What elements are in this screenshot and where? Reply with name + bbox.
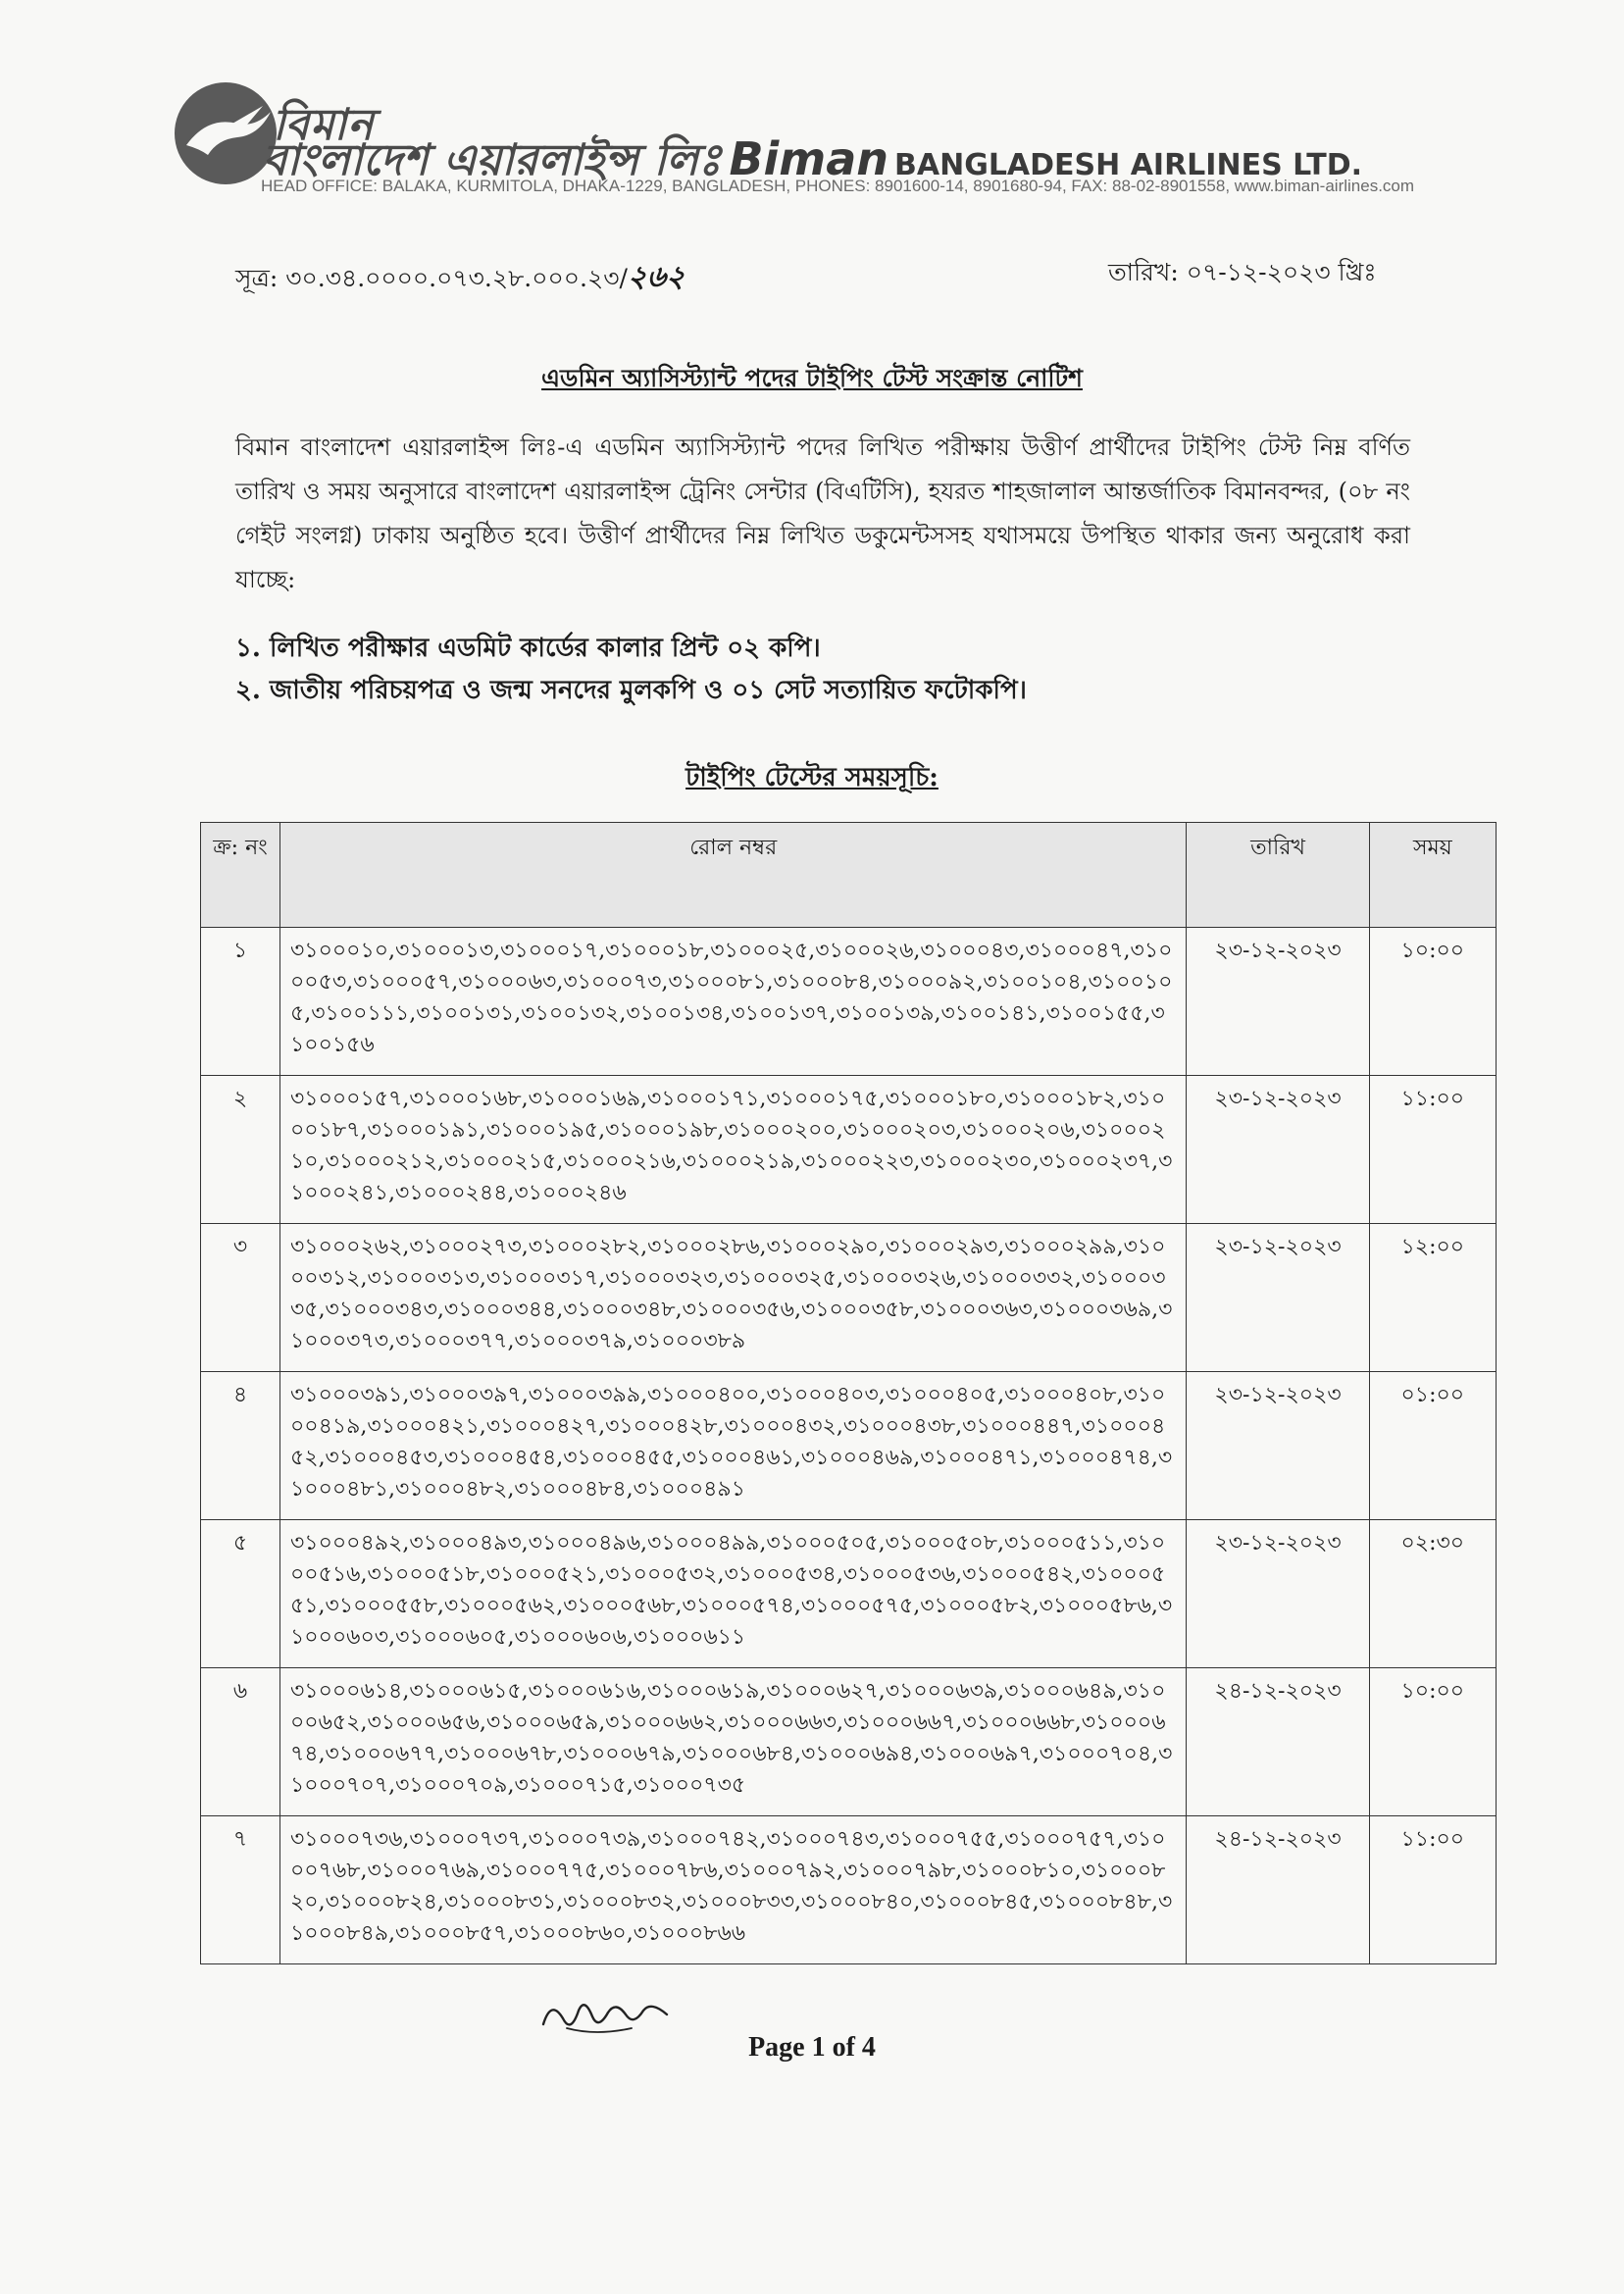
- requirement-item: ১. লিখিত পরীক্ষার এডমিট কার্ডের কালার প্রিন্ট ০২ কপি।: [235, 634, 821, 663]
- table-row: [201, 1520, 1497, 1668]
- head-office-address: HEAD OFFICE: BALAKA, KURMITOLA, DHAKA-1229, BANGLADESH, PHONES: 8901600-14, 8901680-94, FAX: 88-02-8901558, www.biman-airlines.com: [261, 177, 1415, 195]
- requirement-item: ২. জাতীয় পরিচয়পত্র ও জন্ম সনদের মুলকপি ও ০১ সেট সত্যায়িত ফটোকপি।: [235, 676, 1027, 705]
- row-rolls: ৩১০০০৩৯১,​৩১০০০৩৯৭,​৩১০০০৩৯৯,​৩১০০০৪০০,​৩১০০০৪০৩,​৩১০০০৪০৫,​৩১০০০৪০৮,​৩১০০০৪১৯,​৩১০০০৪২১,​৩১০০০৪২৭,​৩১০০০৪২৮,​৩১০০০৪৩২,​৩১০০০৪৩৮,​৩১০০০৪৪৭,​৩১০০০৪৫২,​৩১০০০৪৫৩,​৩১০০০৪৫৪,​৩১০০০৪৫৫,​৩১০০০৪৬১,​৩১০০০৪৬৯,​৩১০০০৪৭১,​৩১০০০৪৭৪,​৩১০০০৪৮১,​৩১০০০৪৮২,​৩১০০০৪৮৪,​৩১০০০৪৯১: [279, 1372, 1186, 1520]
- table-row: [201, 1372, 1497, 1520]
- row-rolls: ৩১০০০১০,​৩১০০০১৩,​৩১০০০১৭,​৩১০০০১৮,​৩১০০০২৫,​৩১০০০২৬,​৩১০০০৪৩,​৩১০০০৪৭,​৩১০০০৫৩,​৩১০০০৫৭,​৩১০০০৬৩,​৩১০০০৭৩,​৩১০০০৮১,​৩১০০০৮৪,​৩১০০০৯২,​৩১০০১০৪,​৩১০০১০৫,​৩১০০১১১,​৩১০০১৩১,​৩১০০১৩২,​৩১০০১৩৪,​৩১০০১৩৭,​৩১০০১৩৯,​৩১০০১৪১,​৩১০০১৫৫,​৩১০০১৫৬: [279, 928, 1186, 1076]
- row-time: ১০:০০: [1369, 928, 1496, 1076]
- brand-name-bn-line1: বিমান: [273, 100, 375, 150]
- table-row: [201, 1816, 1497, 1964]
- row-time: ১১:০০: [1369, 1076, 1496, 1224]
- notice-body: বিমান বাংলাদেশ এয়ারলাইন্স লিঃ-এ এডমিন অ্যাসিস্ট্যান্ট পদের লিখিত পরীক্ষায় উত্তীর্ণ প্রার্থীদের টাইপিং টেস্ট নিম্ন বর্ণিত তারিখ ও সময় অনুসারে বাংলাদেশ এয়ারলাইন্স ট্রেনিং সেন্টার (বিএটিসি), হযরত শাহজালাল আন্তর্জাতিক বিমানবন্দর, (০৮ নং গেইট সংলগ্ন) ঢাকায় অনুষ্ঠিত হবে। উত্তীর্ণ প্রার্থীদের নিম্ন লিখিত ডকুমেন্টসসহ যথাসময়ে উপস্থিত থাকার জন্য অনুরোধ করা যাচ্ছে:: [235, 433, 1410, 593]
- notice-title: এডমিন অ্যাসিস্ট্যান্ট পদের টাইপিং টেস্ট সংক্রান্ত নোটিশ: [541, 364, 1083, 392]
- row-rolls: ৩১০০০৪৯২,​৩১০০০৪৯৩,​৩১০০০৪৯৬,​৩১০০০৪৯৯,​৩১০০০৫০৫,​৩১০০০৫০৮,​৩১০০০৫১১,​৩১০০০৫১৬,​৩১০০০৫১৮,​৩১০০০৫২১,​৩১০০০৫৩২,​৩১০০০৫৩৪,​৩১০০০৫৩৬,​৩১০০০৫৪২,​৩১০০০৫৫১,​৩১০০০৫৫৮,​৩১০০০৫৬২,​৩১০০০৫৬৮,​৩১০০০৫৭৪,​৩১০০০৫৭৫,​৩১০০০৫৮২,​৩১০০০৫৮৬,​৩১০০০৬০৩,​৩১০০০৬০৫,​৩১০০০৬০৬,​৩১০০০৬১১: [279, 1520, 1186, 1668]
- row-serial: ২: [201, 1076, 280, 1224]
- brand-name-en-main: Biman: [729, 132, 888, 185]
- brand-name-en-rest: BANGLADESH AIRLINES LTD.: [894, 148, 1363, 182]
- header-time: সময়: [1369, 823, 1496, 928]
- row-time: ০২:৩০: [1369, 1520, 1496, 1668]
- row-date: ২৩-১২-২০২৩: [1187, 1224, 1369, 1372]
- reference-line: [235, 253, 688, 303]
- table-row: [201, 928, 1497, 1076]
- row-rolls: ৩১০০০৭৩৬,​৩১০০০৭৩৭,​৩১০০০৭৩৯,​৩১০০০৭৪২,​৩১০০০৭৪৩,​৩১০০০৭৫৫,​৩১০০০৭৫৭,​৩১০০০৭৬৮,​৩১০০০৭৬৯,​৩১০০০৭৭৫,​৩১০০০৭৮৬,​৩১০০০৭৯২,​৩১০০০৭৯৮,​৩১০০০৮১০,​৩১০০০৮২০,​৩১০০০৮২৪,​৩১০০০৮৩১,​৩১০০০৮৩২,​৩১০০০৮৩৩,​৩১০০০৮৪০,​৩১০০০৮৪৫,​৩১০০০৮৪৮,​৩১০০০৮৪৯,​৩১০০০৮৫৭,​৩১০০০৮৬০,​৩১০০০৮৬৬: [279, 1816, 1186, 1964]
- row-serial: ৬: [201, 1668, 280, 1816]
- table-row: [201, 1668, 1497, 1816]
- header-date: তারিখ: [1187, 823, 1369, 928]
- row-time: ১২:০০: [1369, 1224, 1496, 1372]
- row-date: ২৪-১২-২০২৩: [1187, 1668, 1369, 1816]
- row-serial: ৭: [201, 1816, 280, 1964]
- reference-number: ৩০.৩৪.০০০০.০৭৩.২৮.০০০.২৩/: [285, 264, 628, 292]
- table-row: [201, 1224, 1497, 1372]
- header-serial: ক্র: নং: [201, 823, 280, 928]
- table-row: [201, 1076, 1497, 1224]
- reference-handwritten-number: ২৬২: [624, 260, 688, 294]
- row-rolls: ৩১০০০১৫৭,​৩১০০০১৬৮,​৩১০০০১৬৯,​৩১০০০১৭১,​৩১০০০১৭৫,​৩১০০০১৮০,​৩১০০০১৮২,​৩১০০০১৮৭,​৩১০০০১৯১,​৩১০০০১৯৫,​৩১০০০১৯৮,​৩১০০০২০০,​৩১০০০২০৩,​৩১০০০২০৬,​৩১০০০২১০,​৩১০০০২১২,​৩১০০০২১৫,​৩১০০০২১৬,​৩১০০০২১৯,​৩১০০০২২৩,​৩১০০০২৩০,​৩১০০০২৩৭,​৩১০০০২৪১,​৩১০০০২৪৪,​৩১০০০২৪৬: [279, 1076, 1186, 1224]
- reference-label: সূত্র:: [235, 264, 279, 292]
- row-date: ২৩-১২-২০২৩: [1187, 1076, 1369, 1224]
- schedule-table: [200, 822, 1497, 1964]
- brand-name-bn-line2: বাংলাদেশ এয়ারলাইন্স লিঃ: [263, 135, 722, 185]
- row-serial: ৩: [201, 1224, 280, 1372]
- page-number: Page 1 of 4: [748, 2032, 876, 2063]
- row-rolls: ৩১০০০৬১৪,​৩১০০০৬১৫,​৩১০০০৬১৬,​৩১০০০৬১৯,​৩১০০০৬২৭,​৩১০০০৬৩৯,​৩১০০০৬৪৯,​৩১০০০৬৫২,​৩১০০০৬৫৬,​৩১০০০৬৫৯,​৩১০০০৬৬২,​৩১০০০৬৬৩,​৩১০০০৬৬৭,​৩১০০০৬৬৮,​৩১০০০৬৭৪,​৩১০০০৬৭৭,​৩১০০০৬৭৮,​৩১০০০৬৭৯,​৩১০০০৬৮৪,​৩১০০০৬৯৪,​৩১০০০৬৯৭,​৩১০০০৭০৪,​৩১০০০৭০৭,​৩১০০০৭০৯,​৩১০০০৭১৫,​৩১০০০৭৩৫: [279, 1668, 1186, 1816]
- table-header-row: [201, 823, 1497, 928]
- notice-date: তারিখ: ০৭-১২-২০২৩ খ্রিঃ: [1108, 258, 1377, 286]
- row-serial: ৪: [201, 1372, 280, 1520]
- row-date: ২৩-১২-২০২৩: [1187, 928, 1369, 1076]
- row-serial: ৫: [201, 1520, 280, 1668]
- header-roll: রোল নম্বর: [279, 823, 1186, 928]
- row-date: ২৩-১২-২০২৩: [1187, 1372, 1369, 1520]
- row-time: ১১:০০: [1369, 1816, 1496, 1964]
- row-rolls: ৩১০০০২৬২,​৩১০০০২৭৩,​৩১০০০২৮২,​৩১০০০২৮৬,​৩১০০০২৯০,​৩১০০০২৯৩,​৩১০০০২৯৯,​৩১০০০৩১২,​৩১০০০৩১৩,​৩১০০০৩১৭,​৩১০০০৩২৩,​৩১০০০৩২৫,​৩১০০০৩২৬,​৩১০০০৩৩২,​৩১০০০৩৩৫,​৩১০০০৩৪৩,​৩১০০০৩৪৪,​৩১০০০৩৪৮,​৩১০০০৩৫৬,​৩১০০০৩৫৮,​৩১০০০৩৬৩,​৩১০০০৩৬৯,​৩১০০০৩৭৩,​৩১০০০৩৭৭,​৩১০০০৩৭৯,​৩১০০০৩৮৯: [279, 1224, 1186, 1372]
- row-serial: ১: [201, 928, 280, 1076]
- row-time: ০১:০০: [1369, 1372, 1496, 1520]
- row-date: ২৩-১২-২০২৩: [1187, 1520, 1369, 1668]
- schedule-title: টাইপিং টেস্টের সময়সূচি:: [685, 763, 939, 792]
- row-time: ১০:০০: [1369, 1668, 1496, 1816]
- row-date: ২৪-১২-২০২৩: [1187, 1816, 1369, 1964]
